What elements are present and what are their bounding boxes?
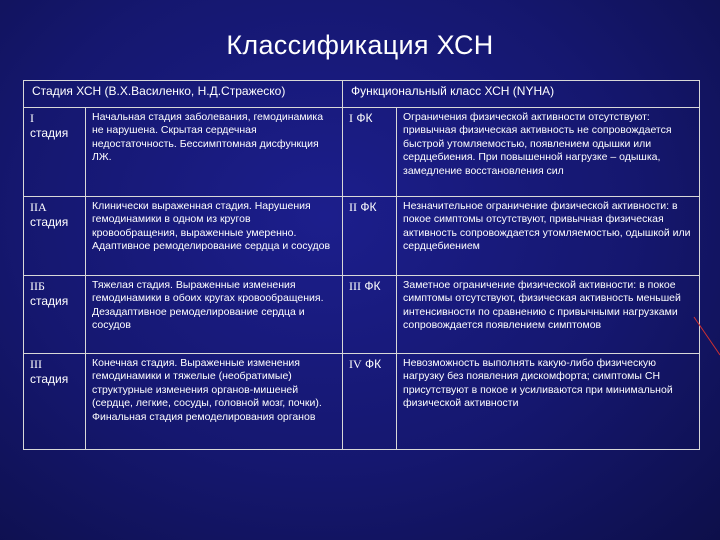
class-number: I <box>349 110 354 125</box>
stage-number: IIБ <box>30 278 45 293</box>
stage-cell <box>24 196 86 275</box>
stage-word: стадия <box>30 293 69 308</box>
stage-word: стадия <box>30 125 69 140</box>
header-stage: Стадия ХСН (В.Х.Василенко, Н.Д.Стражеско) <box>24 81 343 108</box>
stage-cell <box>24 275 86 353</box>
class-description: Заметное ограничение физической активности: в покое симптомы отсутствуют, физическая активность меньшей интенсивности по сравнению с привычными нагрузками сопровождается появлением симптомов <box>397 275 700 353</box>
class-description: Незначительное ограничение физической активности: в покое симптомы отсутствуют, привычная физическая активность сопровождается утомляемостью, одышкой или сердцебиением <box>397 196 700 275</box>
table-row <box>24 353 700 449</box>
stage-cell <box>24 107 86 196</box>
class-suffix: ФК <box>360 199 377 214</box>
class-number: III <box>349 278 362 293</box>
classification-table <box>23 80 700 450</box>
class-number: IV <box>349 356 362 371</box>
table-row <box>24 275 700 353</box>
decorative-line <box>690 315 720 375</box>
class-suffix: ФК <box>365 356 382 371</box>
stage-description: Клинически выраженная стадия. Нарушения гемодинамики в одном из кругов кровообращения, выраженные умеренно. Адаптивное ремоделирование сердца и сосудов <box>86 196 343 275</box>
table-row <box>24 196 700 275</box>
class-description: Ограничения физической активности отсутствуют: привычная физическая активность не сопровождается быстрой утомляемостью, появлением одышки или сердцебиения. При повышенной нагрузке – одышка, замедление восстановления сил <box>397 107 700 196</box>
stage-description: Конечная стадия. Выраженные изменения гемодинамики и тяжелые (необратимые) структурные изменения органов-мишеней (сердце, легкие, сосуды, головной мозг, почки). Финальная стадия ремоделирования органов <box>86 353 343 449</box>
stage-description: Тяжелая стадия. Выраженные изменения гемодинамики в обоих кругах кровообращения. Дезадаптивное ремоделирование сердца и сосудов <box>86 275 343 353</box>
class-suffix: ФК <box>364 278 381 293</box>
class-cell <box>343 353 397 449</box>
header-nyha-class: Функциональный класс ХСН (NYHA) <box>343 81 700 108</box>
class-description: Невозможность выполнять какую-либо физическую нагрузку без появления дискомфорта; симптомы СН присутствуют в покое и усиливаются при минимальной физической активности <box>397 353 700 449</box>
stage-word: стадия <box>30 371 69 386</box>
class-suffix: ФК <box>356 110 373 125</box>
class-cell <box>343 107 397 196</box>
stage-word: стадия <box>30 214 69 229</box>
stage-number: III <box>30 356 42 371</box>
stage-description: Начальная стадия заболевания, гемодинамика не нарушена. Скрытая сердечная недостаточность. Бессимптомная дисфункция ЛЖ. <box>86 107 343 196</box>
stage-number: I <box>30 110 34 125</box>
class-cell <box>343 196 397 275</box>
class-cell <box>343 275 397 353</box>
table-header-row <box>24 81 700 108</box>
class-number: II <box>349 199 358 214</box>
stage-number: IIА <box>30 199 47 214</box>
slide-title: Классификация ХСН <box>226 30 494 60</box>
table-row <box>24 107 700 196</box>
stage-cell <box>24 353 86 449</box>
